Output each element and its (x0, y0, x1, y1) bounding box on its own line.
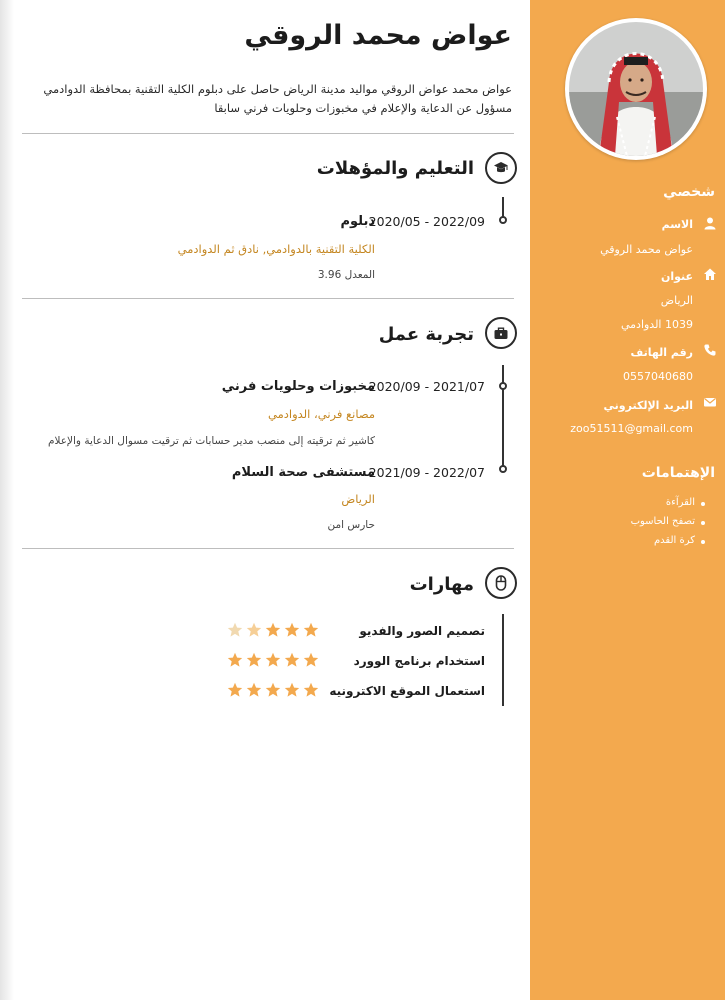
briefcase-icon (485, 317, 517, 349)
skill-name: تصميم الصور والفديو (359, 624, 485, 638)
star-icon (303, 622, 319, 638)
sidebar (530, 0, 725, 1000)
avatar (565, 18, 707, 160)
name-label: الاسم (661, 218, 693, 231)
page-edge-shadow (0, 0, 14, 1000)
divider (22, 548, 514, 549)
star-icon (227, 652, 243, 668)
skill-name: استعمال الموقع الاكترونيه (329, 684, 485, 698)
education-dates: 2020/05 - 2022/09 (368, 214, 485, 229)
education-gpa: المعدل 3.96 (317, 269, 375, 281)
skill-name: استخدام برنامج الوورد (353, 654, 485, 668)
timeline-line (502, 365, 504, 470)
experience-description: حارس امن (327, 519, 375, 531)
home-icon (703, 267, 717, 281)
phone-value: 0557040680 (623, 370, 693, 383)
star-icon (227, 682, 243, 698)
star-icon (265, 652, 281, 668)
education-section-title: التعليم والمؤهلات (316, 158, 474, 179)
experience-place: الرياض (341, 492, 375, 506)
profile-photo (569, 22, 703, 156)
experience-dates: 2021/09 - 2022/07 (368, 465, 485, 480)
phone-label: رقم الهاتف (630, 346, 693, 359)
star-icon (246, 682, 262, 698)
experience-dates: 2020/09 - 2021/07 (368, 379, 485, 394)
main-content (22, 0, 514, 1000)
education-school: الكلية التقنية بالدوادمي, نادق ثم الدوادمي (177, 242, 375, 256)
timeline-dot (499, 216, 507, 224)
envelope-icon (703, 395, 717, 409)
name-value: عواض محمد الروقي (600, 243, 693, 256)
address-line-1: الرياض (660, 294, 693, 307)
address-line-2: 1039 الدوادمي (620, 318, 693, 331)
skill-rating (227, 622, 319, 638)
experience-description: كاشير ثم ترقيته إلى منصب مدير حسابات ثم ترقيت مسوال الدعاية والإعلام (47, 435, 375, 447)
star-icon (246, 652, 262, 668)
skill-rating (227, 652, 319, 668)
interests-list (631, 497, 705, 554)
star-icon (265, 622, 281, 638)
skill-rating (227, 682, 319, 698)
timeline-dot (499, 465, 507, 473)
email-label: البريد الإلكتروني (603, 399, 693, 412)
profile-summary: عواض محمد عواض الروقي مواليد مدينة الرياض حاصل على دبلوم الكلية التقنية بمحافظة الدوادمي مسؤول عن الدعاية والإعلام في مخبوزات وحلويات فرني سابقا (43, 82, 512, 115)
experience-company: مخبوزات وحلويات فرني (221, 379, 375, 394)
list-item: القرآءة (631, 497, 705, 516)
skills-section-title: مهارات (409, 574, 474, 595)
list-item: تصفح الحاسوب (631, 516, 705, 535)
timeline-dot (499, 382, 507, 390)
divider (22, 133, 514, 134)
star-icon (303, 682, 319, 698)
star-icon (284, 652, 300, 668)
skills-line (502, 614, 504, 706)
timeline-line (502, 197, 504, 217)
education-degree: دبلوم (340, 214, 375, 229)
experience-company: مستشفى صحة السلام (231, 465, 375, 480)
interests-heading: الإهتمامات (641, 465, 715, 481)
star-icon (303, 652, 319, 668)
star-icon (265, 682, 281, 698)
experience-place: مصانع فرني، الدوادمي (268, 407, 375, 421)
person-name: عواض محمد الروقي (244, 20, 512, 51)
email-value: zoo51511@gmail.com (570, 422, 693, 435)
star-icon (284, 682, 300, 698)
divider (22, 298, 514, 299)
phone-icon (703, 343, 717, 357)
personal-heading: شخصي (663, 184, 715, 200)
person-icon (703, 216, 717, 230)
star-icon (246, 622, 262, 638)
mouse-icon (485, 567, 517, 599)
graduation-cap-icon (485, 152, 517, 184)
star-icon (284, 622, 300, 638)
list-item: كرة القدم (631, 535, 705, 554)
address-label: عنوان (660, 270, 693, 283)
star-icon (227, 622, 243, 638)
experience-section-title: تجربة عمل (378, 324, 474, 345)
